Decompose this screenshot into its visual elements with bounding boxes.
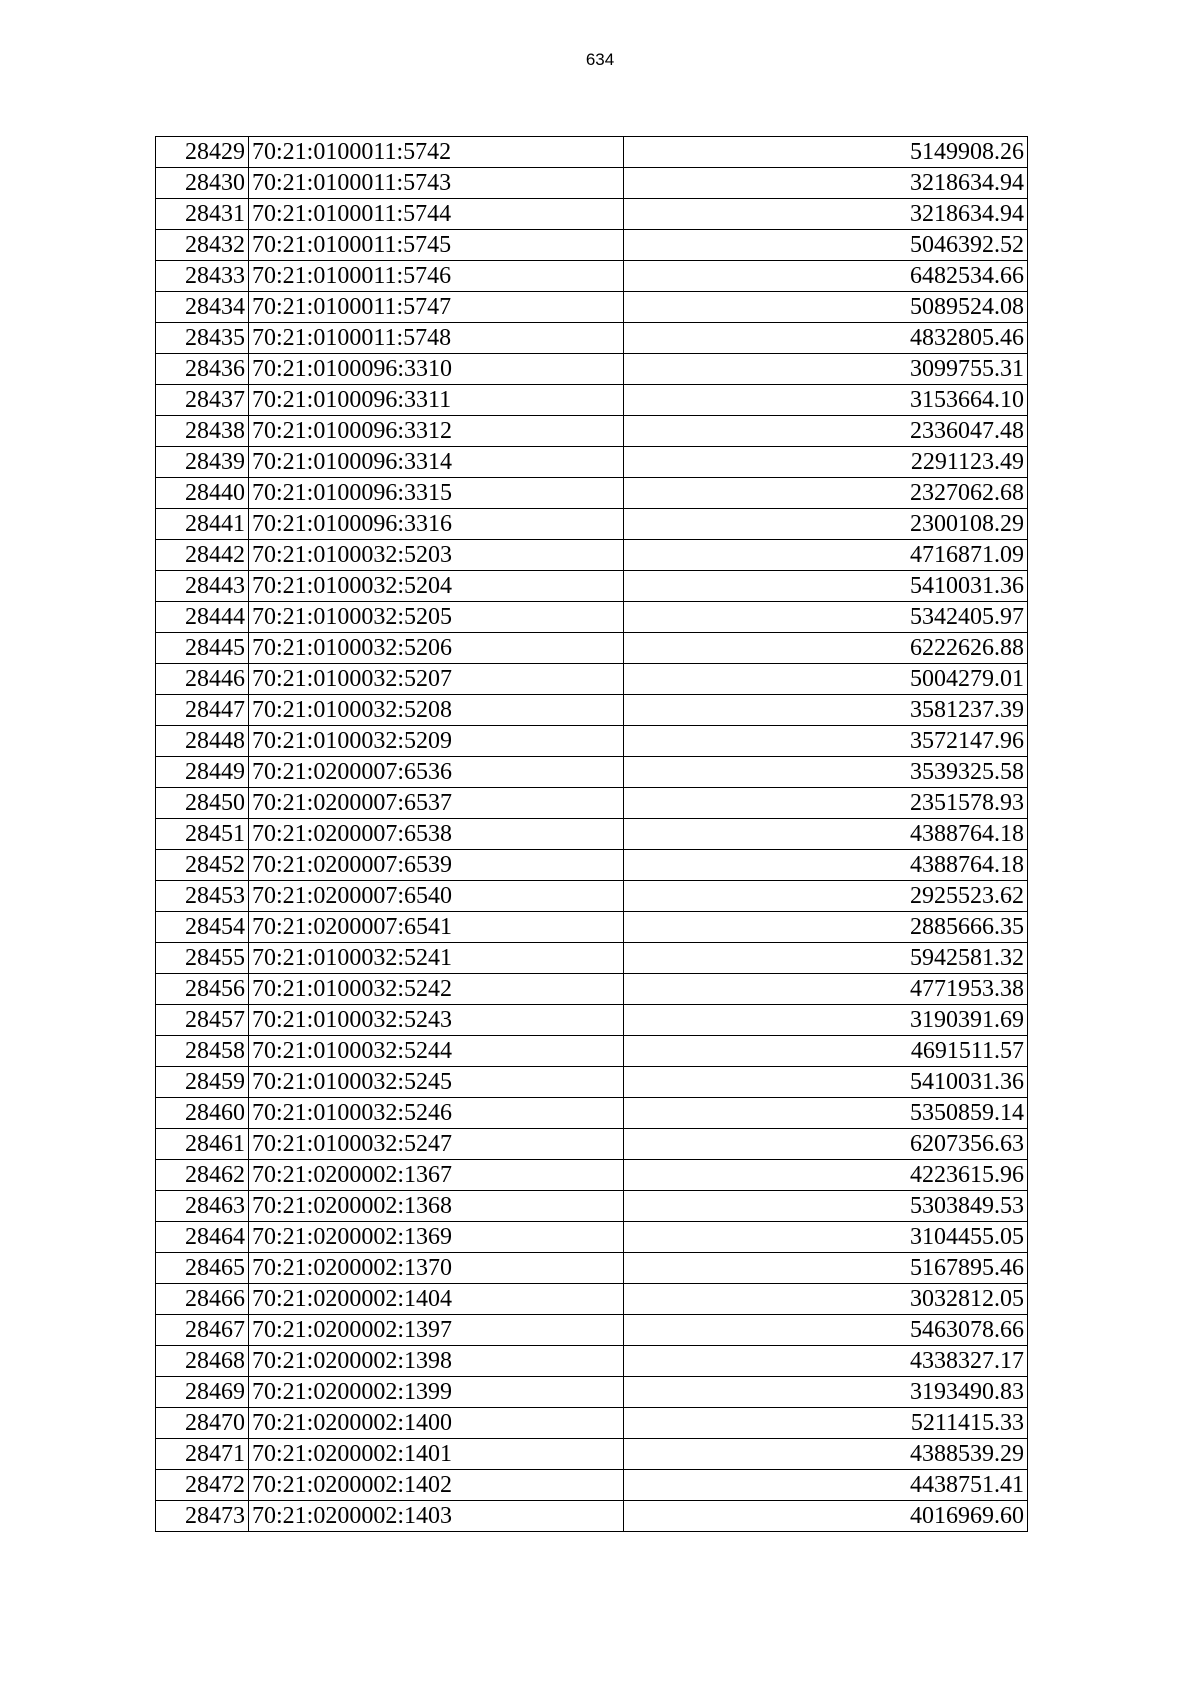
cadastral-value-cell: 3104455.05 (624, 1222, 1028, 1253)
cadastral-value-cell: 6482534.66 (624, 261, 1028, 292)
cadastral-number-cell: 70:21:0200007:6540 (249, 881, 624, 912)
cadastral-value-cell: 2351578.93 (624, 788, 1028, 819)
cadastral-value-cell: 2327062.68 (624, 478, 1028, 509)
cadastral-value-cell: 2925523.62 (624, 881, 1028, 912)
cadastral-value-cell: 4223615.96 (624, 1160, 1028, 1191)
table-row (156, 509, 1028, 540)
table-row (156, 1129, 1028, 1160)
table-row (156, 447, 1028, 478)
row-number-cell: 28466 (156, 1284, 249, 1315)
table-row (156, 1098, 1028, 1129)
row-number-cell: 28430 (156, 168, 249, 199)
cadastral-value-cell: 3153664.10 (624, 385, 1028, 416)
table-row (156, 912, 1028, 943)
cadastral-number-cell: 70:21:0100032:5243 (249, 1005, 624, 1036)
cadastral-value-cell: 2336047.48 (624, 416, 1028, 447)
cadastral-number-cell: 70:21:0100032:5245 (249, 1067, 624, 1098)
row-number-cell: 28453 (156, 881, 249, 912)
cadastral-value-cell: 5342405.97 (624, 602, 1028, 633)
row-number-cell: 28436 (156, 354, 249, 385)
cadastral-value-cell: 4016969.60 (624, 1501, 1028, 1532)
cadastral-value-cell: 6207356.63 (624, 1129, 1028, 1160)
table-row (156, 261, 1028, 292)
row-number-cell: 28449 (156, 757, 249, 788)
cadastral-value-cell: 5046392.52 (624, 230, 1028, 261)
cadastral-number-cell: 70:21:0100032:5209 (249, 726, 624, 757)
table-row (156, 664, 1028, 695)
cadastral-number-cell: 70:21:0200002:1370 (249, 1253, 624, 1284)
table-row (156, 881, 1028, 912)
cadastral-value-cell: 4771953.38 (624, 974, 1028, 1005)
table-row (156, 540, 1028, 571)
cadastral-value-cell: 4716871.09 (624, 540, 1028, 571)
cadastral-value-cell: 2300108.29 (624, 509, 1028, 540)
cadastral-number-cell: 70:21:0200002:1401 (249, 1439, 624, 1470)
cadastral-value-cell: 5167895.46 (624, 1253, 1028, 1284)
row-number-cell: 28455 (156, 943, 249, 974)
row-number-cell: 28441 (156, 509, 249, 540)
row-number-cell: 28434 (156, 292, 249, 323)
table-row (156, 1191, 1028, 1222)
table-row (156, 1346, 1028, 1377)
row-number-cell: 28459 (156, 1067, 249, 1098)
table-row (156, 1036, 1028, 1067)
cadastral-number-cell: 70:21:0200007:6536 (249, 757, 624, 788)
table-row (156, 230, 1028, 261)
table-body (156, 137, 1028, 1532)
cadastral-number-cell: 70:21:0100011:5745 (249, 230, 624, 261)
cadastral-number-cell: 70:21:0100032:5241 (249, 943, 624, 974)
cadastral-value-cell: 5303849.53 (624, 1191, 1028, 1222)
cadastral-number-cell: 70:21:0100032:5204 (249, 571, 624, 602)
cadastral-value-cell: 3032812.05 (624, 1284, 1028, 1315)
row-number-cell: 28458 (156, 1036, 249, 1067)
row-number-cell: 28451 (156, 819, 249, 850)
table-row (156, 385, 1028, 416)
cadastral-number-cell: 70:21:0100032:5206 (249, 633, 624, 664)
row-number-cell: 28437 (156, 385, 249, 416)
row-number-cell: 28469 (156, 1377, 249, 1408)
cadastral-value-cell: 4832805.46 (624, 323, 1028, 354)
table-row (156, 1501, 1028, 1532)
cadastral-value-cell: 5410031.36 (624, 571, 1028, 602)
row-number-cell: 28464 (156, 1222, 249, 1253)
row-number-cell: 28444 (156, 602, 249, 633)
row-number-cell: 28461 (156, 1129, 249, 1160)
cadastral-value-cell: 6222626.88 (624, 633, 1028, 664)
table-row (156, 292, 1028, 323)
table-row (156, 1377, 1028, 1408)
cadastral-value-cell: 3218634.94 (624, 168, 1028, 199)
cadastral-value-cell: 3190391.69 (624, 1005, 1028, 1036)
cadastral-value-cell: 4388539.29 (624, 1439, 1028, 1470)
table-row (156, 1470, 1028, 1501)
cadastral-value-cell: 4388764.18 (624, 819, 1028, 850)
table-row (156, 602, 1028, 633)
cadastral-number-cell: 70:21:0200002:1369 (249, 1222, 624, 1253)
cadastral-number-cell: 70:21:0100032:5244 (249, 1036, 624, 1067)
cadastral-value-cell: 5211415.33 (624, 1408, 1028, 1439)
cadastral-number-cell: 70:21:0100096:3311 (249, 385, 624, 416)
cadastre-value-table (155, 136, 1028, 1532)
row-number-cell: 28442 (156, 540, 249, 571)
cadastral-number-cell: 70:21:0200002:1404 (249, 1284, 624, 1315)
page-number: 634 (585, 50, 615, 69)
cadastral-number-cell: 70:21:0200002:1400 (249, 1408, 624, 1439)
cadastral-number-cell: 70:21:0100096:3314 (249, 447, 624, 478)
cadastral-number-cell: 70:21:0100032:5207 (249, 664, 624, 695)
cadastral-number-cell: 70:21:0100011:5744 (249, 199, 624, 230)
row-number-cell: 28460 (156, 1098, 249, 1129)
cadastral-value-cell: 5149908.26 (624, 137, 1028, 168)
cadastral-number-cell: 70:21:0200007:6537 (249, 788, 624, 819)
cadastral-value-cell: 5350859.14 (624, 1098, 1028, 1129)
cadastral-number-cell: 70:21:0100096:3315 (249, 478, 624, 509)
row-number-cell: 28450 (156, 788, 249, 819)
cadastral-value-cell: 4691511.57 (624, 1036, 1028, 1067)
cadastral-number-cell: 70:21:0100032:5242 (249, 974, 624, 1005)
table-row (156, 1160, 1028, 1191)
row-number-cell: 28433 (156, 261, 249, 292)
cadastral-number-cell: 70:21:0200002:1399 (249, 1377, 624, 1408)
table-row (156, 1408, 1028, 1439)
cadastral-value-cell: 3218634.94 (624, 199, 1028, 230)
cadastral-value-cell: 2291123.49 (624, 447, 1028, 478)
cadastral-value-cell: 3539325.58 (624, 757, 1028, 788)
table-row (156, 137, 1028, 168)
table-row (156, 819, 1028, 850)
cadastral-number-cell: 70:21:0100011:5743 (249, 168, 624, 199)
table-row (156, 726, 1028, 757)
cadastral-number-cell: 70:21:0100032:5247 (249, 1129, 624, 1160)
table-row (156, 199, 1028, 230)
table-row (156, 416, 1028, 447)
cadastral-number-cell: 70:21:0200002:1398 (249, 1346, 624, 1377)
cadastral-number-cell: 70:21:0200002:1368 (249, 1191, 624, 1222)
cadastral-value-cell: 5004279.01 (624, 664, 1028, 695)
cadastral-value-cell: 3193490.83 (624, 1377, 1028, 1408)
cadastral-number-cell: 70:21:0200002:1403 (249, 1501, 624, 1532)
cadastral-number-cell: 70:21:0100096:3312 (249, 416, 624, 447)
row-number-cell: 28465 (156, 1253, 249, 1284)
table-row (156, 478, 1028, 509)
cadastral-value-cell: 3581237.39 (624, 695, 1028, 726)
table-row (156, 695, 1028, 726)
row-number-cell: 28431 (156, 199, 249, 230)
cadastral-number-cell: 70:21:0200007:6538 (249, 819, 624, 850)
row-number-cell: 28467 (156, 1315, 249, 1346)
cadastral-value-cell: 5410031.36 (624, 1067, 1028, 1098)
table-row (156, 571, 1028, 602)
row-number-cell: 28463 (156, 1191, 249, 1222)
cadastral-value-cell: 3099755.31 (624, 354, 1028, 385)
cadastral-number-cell: 70:21:0200002:1397 (249, 1315, 624, 1346)
cadastral-number-cell: 70:21:0100011:5747 (249, 292, 624, 323)
table-row (156, 788, 1028, 819)
row-number-cell: 28435 (156, 323, 249, 354)
cadastral-value-cell: 5942581.32 (624, 943, 1028, 974)
table-row (156, 943, 1028, 974)
table-row (156, 1067, 1028, 1098)
cadastral-number-cell: 70:21:0100096:3316 (249, 509, 624, 540)
cadastral-number-cell: 70:21:0200007:6541 (249, 912, 624, 943)
cadastral-value-cell: 2885666.35 (624, 912, 1028, 943)
cadastral-number-cell: 70:21:0200002:1402 (249, 1470, 624, 1501)
table-row (156, 168, 1028, 199)
table-row (156, 974, 1028, 1005)
cadastral-value-cell: 5463078.66 (624, 1315, 1028, 1346)
row-number-cell: 28473 (156, 1501, 249, 1532)
cadastral-value-cell: 4388764.18 (624, 850, 1028, 881)
row-number-cell: 28456 (156, 974, 249, 1005)
row-number-cell: 28440 (156, 478, 249, 509)
table-row (156, 1005, 1028, 1036)
cadastral-value-cell: 3572147.96 (624, 726, 1028, 757)
row-number-cell: 28471 (156, 1439, 249, 1470)
row-number-cell: 28443 (156, 571, 249, 602)
cadastral-number-cell: 70:21:0100096:3310 (249, 354, 624, 385)
table-row (156, 1439, 1028, 1470)
row-number-cell: 28452 (156, 850, 249, 881)
cadastral-number-cell: 70:21:0100032:5205 (249, 602, 624, 633)
cadastral-number-cell: 70:21:0100032:5246 (249, 1098, 624, 1129)
table-row (156, 354, 1028, 385)
cadastral-number-cell: 70:21:0100011:5742 (249, 137, 624, 168)
cadastral-number-cell: 70:21:0100011:5746 (249, 261, 624, 292)
table-row (156, 850, 1028, 881)
row-number-cell: 28429 (156, 137, 249, 168)
table-row (156, 1315, 1028, 1346)
row-number-cell: 28454 (156, 912, 249, 943)
table-row (156, 757, 1028, 788)
cadastral-value-cell: 4338327.17 (624, 1346, 1028, 1377)
row-number-cell: 28468 (156, 1346, 249, 1377)
row-number-cell: 28446 (156, 664, 249, 695)
cadastral-number-cell: 70:21:0100032:5208 (249, 695, 624, 726)
row-number-cell: 28445 (156, 633, 249, 664)
cadastral-number-cell: 70:21:0100032:5203 (249, 540, 624, 571)
cadastral-number-cell: 70:21:0200007:6539 (249, 850, 624, 881)
table-row (156, 1253, 1028, 1284)
table-row (156, 1222, 1028, 1253)
row-number-cell: 28462 (156, 1160, 249, 1191)
table-row (156, 1284, 1028, 1315)
row-number-cell: 28438 (156, 416, 249, 447)
cadastral-number-cell: 70:21:0100011:5748 (249, 323, 624, 354)
cadastral-number-cell: 70:21:0200002:1367 (249, 1160, 624, 1191)
row-number-cell: 28447 (156, 695, 249, 726)
row-number-cell: 28439 (156, 447, 249, 478)
cadastral-value-cell: 5089524.08 (624, 292, 1028, 323)
cadastral-value-cell: 4438751.41 (624, 1470, 1028, 1501)
table-row (156, 323, 1028, 354)
row-number-cell: 28432 (156, 230, 249, 261)
row-number-cell: 28457 (156, 1005, 249, 1036)
row-number-cell: 28448 (156, 726, 249, 757)
table-row (156, 633, 1028, 664)
row-number-cell: 28472 (156, 1470, 249, 1501)
row-number-cell: 28470 (156, 1408, 249, 1439)
